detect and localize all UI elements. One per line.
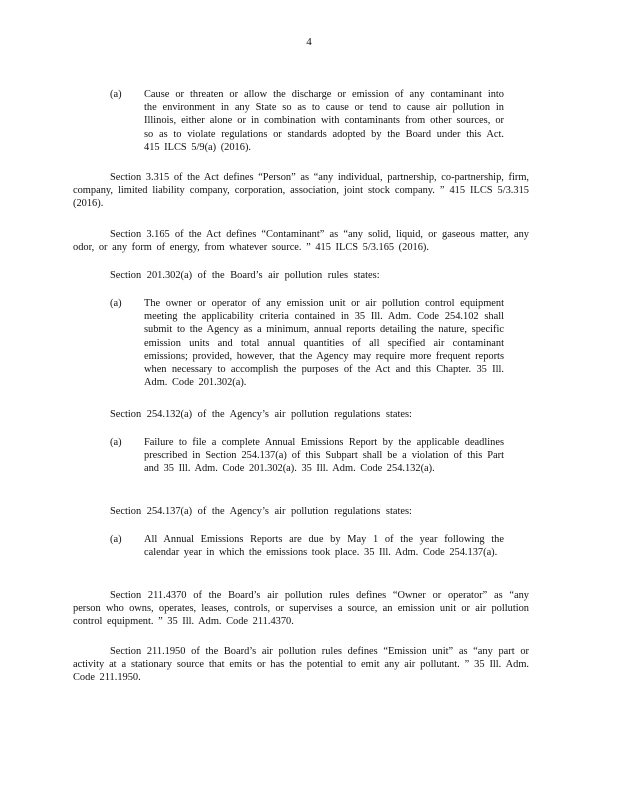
subsection-text: Cause or threaten or allow the discharge or emission of any contaminant into the environment in any State so as to cause or tend to cause air pollution in Illinois, either alone or in combination with contaminants from other sources, or so as to violate regulations or standards adopted by the Board under this Act. 415 ILCS 5/9(a) (2016). [144, 89, 504, 153]
subsection-text: All Annual Emissions Reports are due by May 1 of the year following the calendar year in which the emissions took place. 35 Ill. Adm. Code 254.137(a). [144, 534, 504, 559]
paragraph-owner-operator-definition: Section 211.4370 of the Board’s air pollution rules defines “Owner or operator” as “any person who owns, operates, leases, controls, or supervises a source, an emission unit or air pollution control equipment. ” 35 Ill. Adm. Code 211.4370. [73, 590, 529, 628]
subsection-label: (a) [110, 89, 122, 100]
subsection-label: (a) [110, 298, 122, 309]
subsection-text: Failure to file a complete Annual Emissions Report by the applicable deadlines prescribed in Section 254.137(a) of this Subpart shall be a violation of this Part and 35 Ill. Adm. Code 201.302(a). 35 Ill. Adm. Code 254.132(a). [144, 437, 504, 475]
paragraph-person-definition: Section 3.315 of the Act defines “Person” as “any individual, partnership, co-partnership, firm, company, limited liability company, corporation, association, joint stock company. ” 415 ILCS 5/3.315 (2016). [73, 172, 529, 210]
heading-201-302a: Section 201.302(a) of the Board’s air pollution rules states: [110, 270, 380, 281]
paragraph-emission-unit-definition: Section 211.1950 of the Board’s air pollution rules defines “Emission unit” as “any part or activity at a stationary source that emits or has the potential to emit any air pollutant. ” 35 Ill. Adm. Code 211.1950. [73, 646, 529, 684]
subsection-label: (a) [110, 437, 122, 448]
heading-254-137a: Section 254.137(a) of the Agency’s air pollution regulations states: [110, 506, 412, 517]
paragraph-contaminant-definition: Section 3.165 of the Act defines “Contaminant” as “any solid, liquid, or gaseous matter, any odor, or any form of energy, from whatever source. ” 415 ILCS 5/3.165 (2016). [73, 229, 529, 254]
subsection-label: (a) [110, 534, 122, 545]
heading-254-132a: Section 254.132(a) of the Agency’s air pollution regulations states: [110, 409, 412, 420]
subsection-text: The owner or operator of any emission unit or air pollution control equipment meeting the applicability criteria contained in 35 Ill. Adm. Code 254.102 shall submit to the Agency as a minimum, annual reports detailing the nature, specific emission units and total annual quantities of all specified air contaminant emissions; provided, however, that the Agency may require more frequent reports when necessary to accomplish the purposes of the Act and this Chapter. 35 Ill. Adm. Code 201.302(a). [144, 298, 504, 389]
page-number: 4 [306, 36, 312, 48]
